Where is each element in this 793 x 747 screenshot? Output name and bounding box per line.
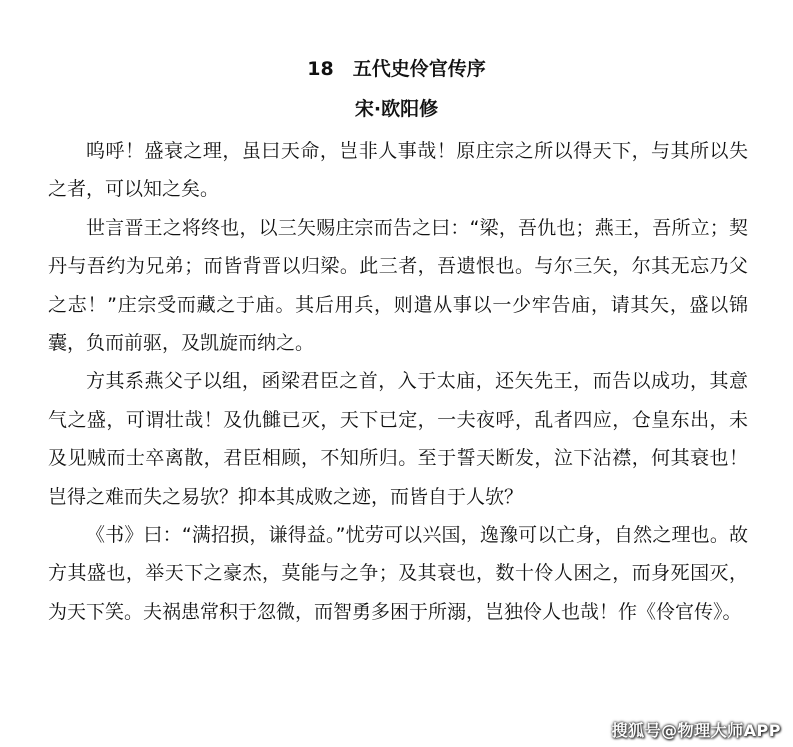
paragraph-4: 《书》曰：“满招损，谦得益。”忧劳可以兴国，逸豫可以亡身，自然之理也。故方其盛也，举天下之豪杰，莫能与之争；及其衰也，数十伶人困之，而身死国灭，为天下笑。夫祸患常积于忽微，而智勇多困于所溺，岂独伶人也哉！作《伶官传》。 <box>48 524 748 623</box>
paragraph-3: 方其系燕父子以组，函梁君臣之首，入于太庙，还矢先王，而告以成功，其意气之盛，可谓壮哉！及仇雠已灭，天下已定，一夫夜呼，乱者四应，仓皇东出，未及见贼而士卒离散，君臣相顾，不知所归。至于誓天断发，泣下沾襟，何其衰也！岂得之难而失之易欤？抑本其成败之迹，而皆自于人欤？ <box>48 370 748 508</box>
paragraph-2: 世言晋王之将终也，以三矢赐庄宗而告之曰：“梁，吾仇也；燕王，吾所立；契丹与吾约为兄弟；而皆背晋以归梁。此三者，吾遗恨也。与尔三矢，尔其无忘乃父之志！”庄宗受而藏之于庙。其后用兵，则遣从事以一少牢告庙，请其矢，盛以锦囊，负而前驱，及凯旋而纳之。 <box>48 216 748 355</box>
watermark-text: 搜狐号@物理大师APP <box>611 721 781 740</box>
document-title: 18 五代史伶官传序 <box>307 58 486 80</box>
paragraph-1: 呜呼！盛衰之理，虽曰天命，岂非人事哉！原庄宗之所以得天下，与其所以失之者，可以知之矣。 <box>48 140 748 201</box>
document-author: 宋·欧阳修 <box>354 98 439 120</box>
document-body <box>48 132 748 631</box>
